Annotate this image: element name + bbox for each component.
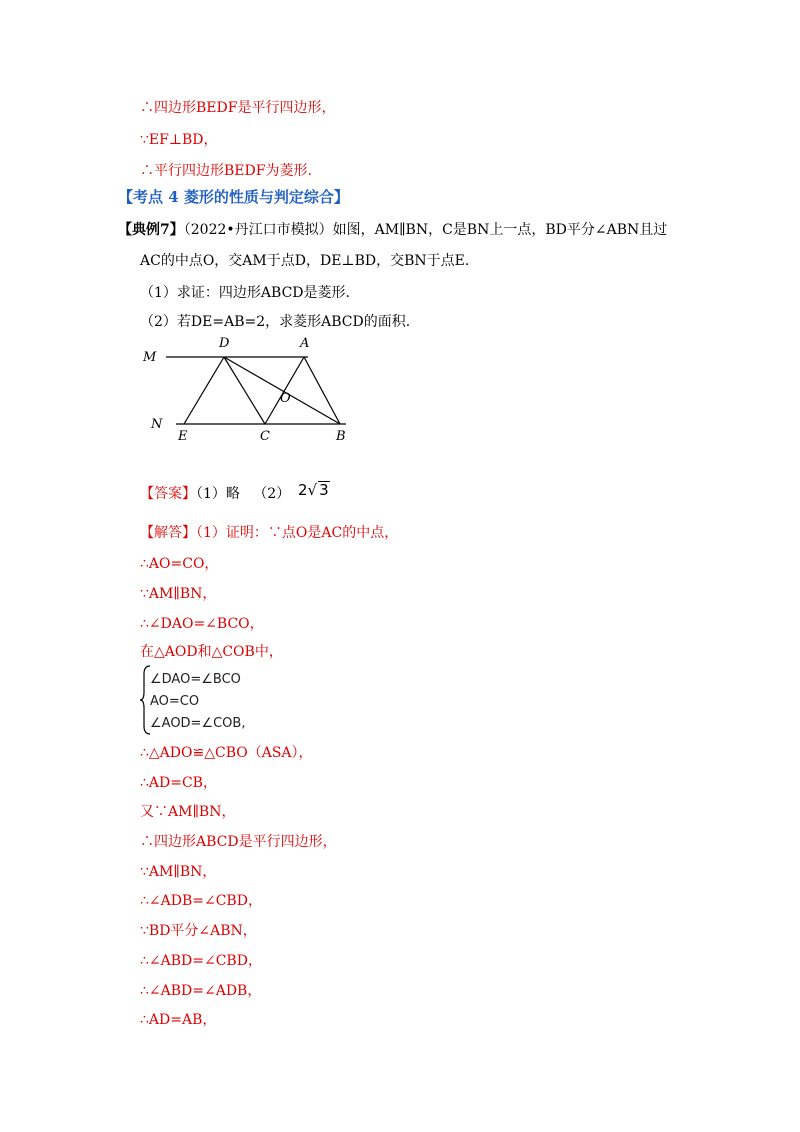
solution-line: ∴∠ABD=∠ADB， <box>140 983 262 999</box>
geometry-figure <box>140 334 370 444</box>
solution-line: ∴AD=AB， <box>140 1012 217 1028</box>
solution-line: 又∵AM∥BN， <box>140 804 236 820</box>
solution-line: ∴∠ABD=∠CBD， <box>140 953 262 969</box>
brace-line: ∠AOD=∠COB, <box>150 716 246 731</box>
answer-radicand: 3 <box>319 481 329 499</box>
solution-line: ∴四边形ABCD是平行四边形， <box>140 834 337 850</box>
segment-de <box>184 357 224 424</box>
brace-line: ∠DAO=∠BCO <box>150 672 241 687</box>
label-o: O <box>280 391 291 406</box>
answer-coef: 2 <box>298 481 308 499</box>
prev-solution-line-3: ∴平行四边形BEDF为菱形. <box>140 163 312 179</box>
solution-line: ∵AM∥BN， <box>140 864 217 880</box>
solution-line: ∵BD平分∠ABN， <box>140 923 257 939</box>
prev-solution-line-2: ∵EF⊥BD， <box>140 132 218 148</box>
section-heading: 【考点 4 菱形的性质与判定综合】 <box>118 188 349 206</box>
answer-part2-prefix: （2） <box>253 486 291 502</box>
example-source: （2022•丹江口市模拟） <box>183 222 333 238</box>
solution-line-1: （1）证明：∵点O是AC的中点， <box>196 525 399 541</box>
label-m: M <box>143 350 157 365</box>
label-n: N <box>151 417 163 432</box>
answer-part1: （1）略 <box>196 486 240 502</box>
label-e: E <box>178 429 188 444</box>
solution-line: ∴∠ADB=∠CBD， <box>140 893 262 909</box>
segment-dc <box>224 357 265 424</box>
solution-first-line <box>140 524 398 542</box>
solution-line: 在△AOD和△COB中， <box>140 644 283 660</box>
example-label: 【典例7】 <box>118 222 184 238</box>
answer-line <box>140 485 290 503</box>
example-text-2: AC的中点O，交AM于点D，DE⊥BD，交BN于点E. <box>140 253 470 269</box>
brace-conditions <box>150 669 245 735</box>
label-d: D <box>219 336 230 351</box>
label-c: C <box>260 429 270 444</box>
answer-label: 【答案】 <box>140 486 196 502</box>
label-b: B <box>336 429 346 444</box>
solution-label: 【解答】 <box>140 525 196 541</box>
solution-line: ∴AO=CO， <box>140 556 219 572</box>
example-question-2: （2）若DE=AB=2，求菱形ABCD的面积. <box>140 314 411 330</box>
example-question-1: （1）求证：四边形ABCD是菱形. <box>140 285 350 301</box>
solution-line: ∵AM∥BN， <box>140 586 217 602</box>
solution-line: ∴∠DAO=∠BCO， <box>140 616 264 632</box>
answer-radical: 2√ 3 <box>298 481 329 499</box>
example-line-1 <box>118 221 667 239</box>
example-text-1: 如图，AM∥BN，C是BN上一点，BD平分∠ABN且过 <box>332 222 668 238</box>
brace-line: AO=CO <box>150 694 200 709</box>
solution-line: ∴△ADO≌△CBO（ASA）， <box>140 745 313 761</box>
label-a: A <box>300 336 310 351</box>
prev-solution-line-1: ∴四边形BEDF是平行四边形， <box>140 100 336 116</box>
solution-line: ∴AD=CB， <box>140 775 217 791</box>
